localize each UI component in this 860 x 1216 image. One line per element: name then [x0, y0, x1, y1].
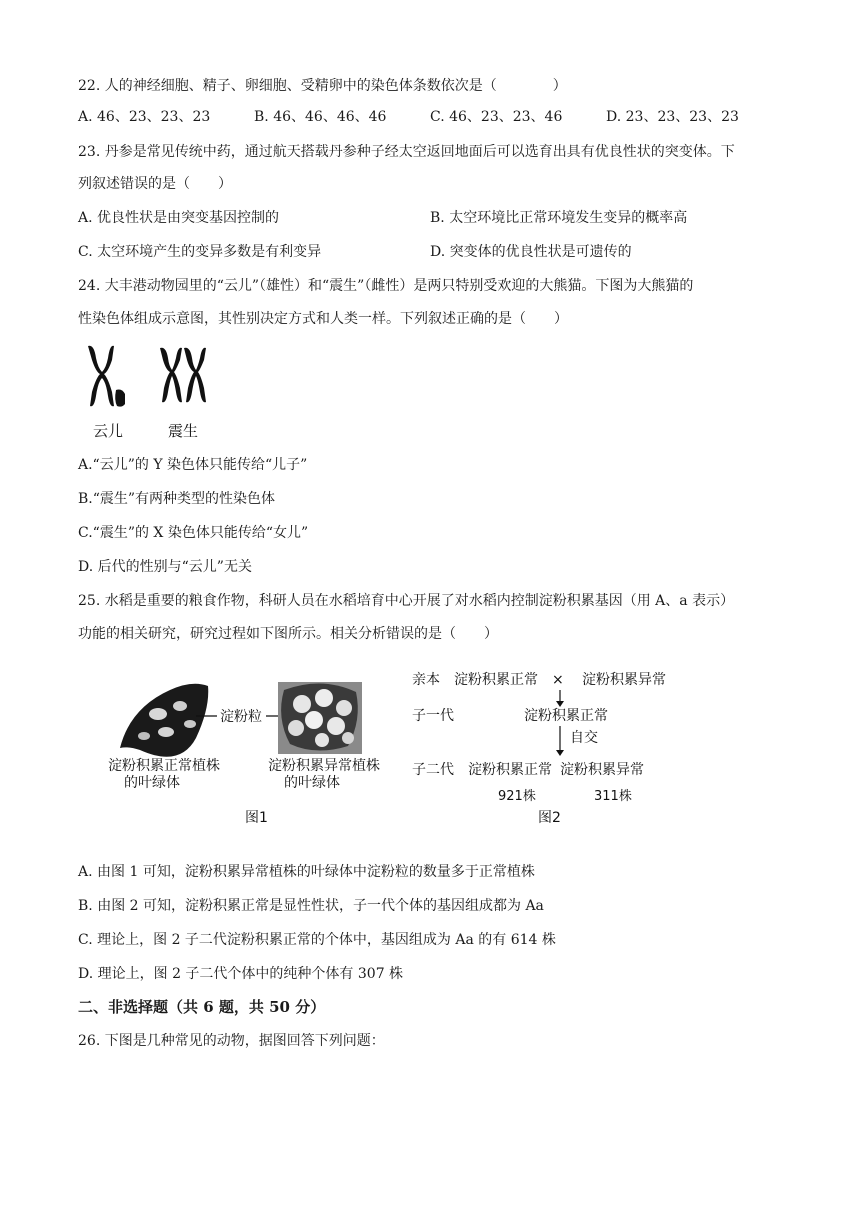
- q25-option-d: D. 理论上，图 2 子二代个体中的纯种个体有 307 株: [78, 966, 404, 982]
- f2-abnormal-count: 311株: [594, 789, 632, 804]
- f2-normal: 淀粉积累正常: [468, 762, 552, 778]
- q23-stem-line2: 列叙述错误的是（ ）: [78, 176, 232, 192]
- q24-option-c: C.“震生”的 X 染色体只能传给“女儿”: [78, 525, 309, 541]
- q23-option-c: C. 太空环境产生的变异多数是有利变异: [78, 244, 322, 260]
- figure-2-cross-diagram: [400, 666, 690, 830]
- q22-option-c: C. 46、23、23、46: [430, 109, 563, 125]
- f1-label: 子一代: [412, 708, 454, 724]
- q24-option-b: B.“震生”有两种类型的性染色体: [78, 491, 276, 507]
- sex-chromosome-figure: [78, 338, 238, 446]
- parent-abnormal: 淀粉积累异常: [582, 672, 666, 688]
- normal-chloroplast-image: [120, 684, 208, 757]
- label-zhensheng: 震生: [168, 422, 199, 440]
- q24-stem-line2: 性染色体组成示意图，其性别决定方式和人类一样。下列叙述正确的是（ ）: [78, 311, 568, 327]
- q22-option-b: B. 46、46、46、46: [254, 109, 387, 125]
- normal-caption-line2: 的叶绿体: [124, 775, 180, 791]
- label-yuner: 云儿: [93, 422, 124, 440]
- abnormal-chloroplast-image: [278, 682, 362, 754]
- arrow-down-icon: [556, 701, 564, 707]
- figure-2-title: 图2: [538, 810, 561, 826]
- cross-symbol: ×: [552, 672, 564, 688]
- q25-option-a: A. 由图 1 可知，淀粉积累异常植株的叶绿体中淀粉粒的数量多于正常植株: [78, 864, 535, 880]
- q23-option-a: A. 优良性状是由突变基因控制的: [78, 210, 280, 226]
- q24-option-a: A.“云儿”的 Y 染色体只能传给“儿子”: [78, 457, 308, 473]
- q24-stem-line1: 24. 大丰港动物园里的“云儿”（雄性）和“震生”（雌性）是两只特别受欢迎的大熊猫。下图为大熊猫的: [78, 278, 694, 294]
- abnormal-caption-line1: 淀粉积累异常植株: [268, 758, 380, 774]
- figure-1-title: 图1: [245, 810, 268, 826]
- q24-option-d: D. 后代的性别与“云儿”无关: [78, 559, 252, 575]
- starch-grain-label: 淀粉粒: [220, 709, 262, 725]
- f1-value: 淀粉积累正常: [524, 708, 608, 724]
- q26-stem: 26. 下图是几种常见的动物，据图回答下列问题：: [78, 1033, 385, 1049]
- f2-label: 子二代: [412, 762, 454, 778]
- q25-option-b: B. 由图 2 可知，淀粉积累正常是显性性状，子一代个体的基因组成都为 Aa: [78, 898, 544, 914]
- y-chromosome-yuner: [115, 390, 125, 407]
- q25-stem-line2: 功能的相关研究，研究过程如下图所示。相关分析错误的是（ ）: [78, 626, 498, 642]
- f2-abnormal: 淀粉积累异常: [560, 762, 644, 778]
- q23-stem-line1: 23. 丹参是常见传统中药，通过航天搭载丹参种子经太空返回地面后可以选育出具有优良性状的突变体。下: [78, 144, 735, 160]
- x-chromosome-zhensheng-2: [184, 348, 206, 403]
- x-chromosome-yuner: [88, 346, 114, 407]
- q23-option-b: B. 太空环境比正常环境发生变异的概率高: [430, 210, 688, 226]
- parent-label: 亲本: [412, 672, 440, 688]
- abnormal-caption-line2: 的叶绿体: [284, 775, 340, 791]
- q22-option-d: D. 23、23、23、23: [606, 109, 739, 125]
- normal-caption-line1: 淀粉积累正常植株: [108, 758, 220, 774]
- f2-normal-count: 921株: [498, 789, 536, 804]
- q22-stem: 22. 人的神经细胞、精子、卵细胞、受精卵中的染色体条数依次是（ ）: [78, 78, 567, 94]
- q23-option-d: D. 突变体的优良性状是可遗传的: [430, 244, 632, 260]
- q25-stem-line1: 25. 水稻是重要的粮食作物，科研人员在水稻培育中心开展了对水稻内控制淀粉积累基因（用 A、a 表示）: [78, 593, 735, 609]
- figure-1-chloroplasts: [100, 668, 390, 830]
- q25-option-c: C. 理论上，图 2 子二代淀粉积累正常的个体中，基因组成为 Aa 的有 614 株: [78, 932, 556, 948]
- q22-option-a: A. 46、23、23、23: [78, 109, 211, 125]
- parent-normal: 淀粉积累正常: [454, 672, 538, 688]
- arrow-down-icon: [556, 750, 564, 756]
- x-chromosome-zhensheng-1: [160, 348, 182, 403]
- section-2-heading: 二、非选择题（共 6 题，共 50 分）: [78, 998, 326, 1016]
- selfing-label: 自交: [570, 730, 598, 746]
